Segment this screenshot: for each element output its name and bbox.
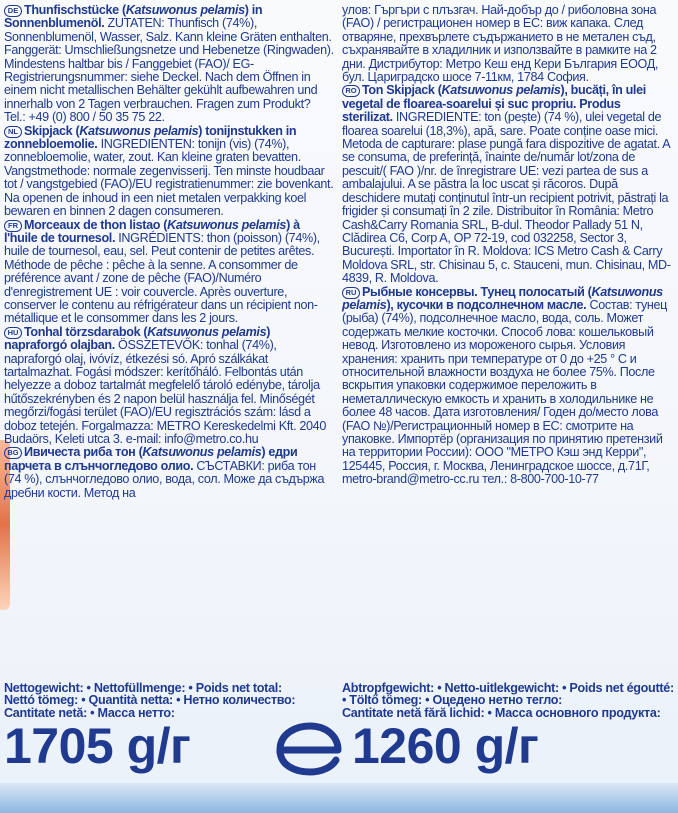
section-ro-title: Ton Skipjack (Katsuwonus pelamis), bucăți, în ulei vegetal de floarea-soarelui și suc propriu. Produs sterilizat.: [342, 83, 646, 125]
section-ru-body: Состав: тунец (рыба) (74%), подсолнечное масло, вода, соль. Может содержать мелкие косточки. Способ лова: кошельковый невод. Изготовлено из мороженого сырья. Условия хранения: хранить при температуре от 0 до +25 ° С и относительной влажности воздуха не более 75%. После вскрытия упаковки содержимое переложить в неметаллическую емкость и хранить в холодильнике не более 48 часов. Дата изготовления/ Годен до/место лова (FAO №)/Регистрационный номер в ЕС: смотрите на упаковке. Импортёр (организация по принятию претензий на территории России): ООО "МЕТРО Кэш энд Керри", 125445, Россия, г. Москва, Ленинградское шоссе, д.71Г, metro-brand@metro-cc.ru тел.: 8-800-700-10-77: [342, 297, 668, 487]
section-de-body: ZUTATEN: Thunfisch (74%), Sonnenblumenöl, Wasser, Salz. Kann kleine Gräten enthalten. Fanggerät: Umschließungsnetze und Hebenetze (Ringwaden). Mindestens haltbar bis / Fanggebiet (FAO)/ EG-Registrierungsnummer: siehe Deckel. Nach dem Öffnen in einem nicht metallischen Behälter gekühlt aufbewahren und innerhalb von 2 Tagen verbrauchen. Fragen zum Produkt? Tel.: +49 (0) 800 / 50 35 75 22.: [4, 16, 334, 125]
drained-weight-label-line: Cantitate netă fără lichid: • Масса основного продукта:: [342, 705, 661, 720]
section-bg-title: Ивичеста риба тон (Katsuwonus pelamis) едри парчета в слънчогледово олио.: [4, 445, 298, 473]
net-weight-labels: [4, 682, 334, 719]
section-nl: [4, 125, 334, 219]
section-ro: [342, 84, 672, 285]
net-weight-label-line: Nettó tömeg: • Quantità netta: • Нетно количество:: [4, 693, 296, 708]
section-ru: [342, 286, 672, 487]
section-bg-continued: [342, 4, 672, 84]
section-bg-body: СЪСТАВКИ: риба тон (74 %), слънчогледово олио, вода, сол. Може да съдържа дребни кости. Метод на: [4, 458, 325, 500]
section-hu-body: ÖSSZETEVŐK: tonhal (74%), napraforgó olaj, ivóvíz, étkezési só. Apró szálkákat tartalmazhat. Fogási módszer: kerítőháló. Felbontás után helyezze a doboz tartalmát megfelelő tároló edénybe, tárolja hűtőszekrényben és 2 napon belül használja fel. Minőségét megőrzi/fogási terület (FAO)/EU regisztrációs szám: lásd a doboz tetején. Forgalmazza: METRO Kereskedelmi Kft. 2040 Budaörs, Keleti utca 3. e-mail: info@metro.co.hu: [4, 338, 326, 446]
language-badge-de: DE: [4, 5, 22, 17]
section-de-title: Thunfischstücke (Katsuwonus pelamis) in Sonnenblumenöl.: [4, 3, 263, 31]
section-fr: [4, 219, 334, 326]
language-badge-bg: BG: [4, 447, 22, 459]
drained-weight-labels: [342, 682, 674, 719]
estimated-sign-e-icon: [268, 720, 348, 776]
net-weight-label-line: Nettogewicht: • Nettofüllmenge: • Poids net total:: [4, 681, 282, 695]
language-badge-ru: RU: [342, 287, 360, 299]
section-nl-title: Skipjack (Katsuwonus pelamis) tonijnstukken in zonnebloemolie.: [4, 123, 297, 152]
language-badge-hu: HU: [4, 327, 22, 339]
left-text-column: [4, 4, 334, 500]
section-bg: [4, 446, 334, 500]
section-ru-title: Рыбные консервы. Тунец полосатый (Katsuwonus pelamis), кусочки в подсолнечном масле.: [342, 284, 663, 312]
drained-weight-value: 1260 g/г: [352, 718, 539, 774]
drained-weight-label-line: Abtropfgewicht: • Netto-uitlekgewicht: • Poids net égoutté: • Töltő tömeg: • Оцедено нетно тегло:: [342, 681, 674, 708]
net-weight-label-line: Cantitate netă: • Масса нетто:: [4, 705, 175, 720]
bottom-band: [0, 783, 678, 813]
section-hu-title: Tonhal törzsdarabok (Katsuwonus pelamis) napraforgó olajban.: [4, 324, 271, 353]
section-nl-body: INGREDIENTEN: tonijn (vis) (74%), zonnebloemolie, water, zout. Kan kleine graten bevatten. Vangstmethode: normale zegenvisserij. Ten minste houdbaar tot / vangstgebied (FAO)/EU registratienummer: zie bovenkant. Na openen de inhoud in een niet metalen verpakking koel bewaren en binnen 2 dagen consumeren.: [4, 137, 334, 219]
section-fr-title: Morceaux de thon listao (Katsuwonus pelamis) à l'huile de tournesol.: [4, 217, 300, 245]
section-fr-body: INGRÉDIENTS: thon (poisson) (74%), huile de tournesol, eau, sel. Peut contenir de petites arêtes. Méthode de pêche : pêche à la senne. A consommer de préférence avant / zone de pêche (FAO)/Numéro d'enregistrement UE : voir couvercle. Après ouverture, conserver le contenu au réfrigérateur dans un récipient non-métallique et le consommer dans les 2 jours.: [4, 230, 320, 326]
section-hu: [4, 326, 334, 447]
language-badge-fr: FR: [4, 220, 22, 232]
section-ro-body: INGREDIENTE: ton (pește) (74 %), ulei vegetal de floarea soarelui (18,3%), apă, sare. Poate conține oase mici. Metoda de capturare: plase pungă fara dispozitive de agatat. A se consuma, de preferință, înainte de/număr lot/zona de pescuit/( FAO )/nr. de înregistrare UE: vezi partea de sus a ambalajului. A se păstra la loc uscat și răcoros. După deschidere mutați conținutul într-un recipient potrivit, păstrați la frigider și consumați în 2 zile. Distribuitor în România: Metro Cash&Carry Romania SRL, B-dul. Theodor Pallady 51 N, Clădirea C6, Corp A, OP 72-19, cod 032258, Sector 3, București. Importator în R. Moldova: ICS Metro Cash & Carry Moldova SRL, str. Chisinau 5, c. Stauceni, mun. Chisinau, MD-4839, R. Moldova.: [342, 110, 671, 286]
language-badge-nl: NL: [4, 126, 22, 138]
net-weight-value: 1705 g/г: [4, 718, 191, 774]
language-badge-ro: RO: [342, 85, 360, 97]
section-bg-continued-body: улов: Гъргъри с плъзгач. Най-добър до / риболовна зона (FAO) / регистрационен номер в ЕС: виж капака. След отваряне, прехвърлете съдържанието в не метален съд, съхранявайте в хладилник и използвайте в рамките на 2 дни. Дистрибутор: Метро Кеш енд Кери България ЕООД, бул. Цариградско шосе 7-11км, 1784 София.: [342, 3, 659, 85]
section-de: [4, 4, 334, 125]
right-text-column: [342, 4, 672, 487]
